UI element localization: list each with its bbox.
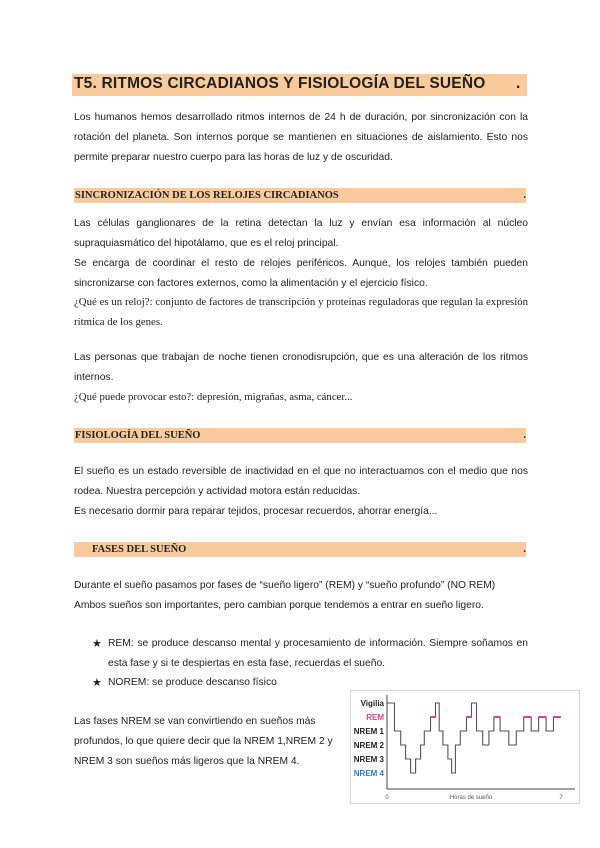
fases-paragraph-2: Ambos sueños son importantes, pero cambian porque tendemos a entrar en sueño ligero.	[74, 600, 484, 611]
sync-paragraph-5: ¿Qué puede provocar esto?: depresión, migrañas, asma, cáncer...	[74, 391, 353, 403]
y-tick-label: Vigilia	[360, 699, 384, 708]
y-tick-label: NREM 2	[353, 741, 384, 750]
section-heading-label: FISIOLOGÍA DEL SUEÑO	[75, 430, 201, 441]
y-tick-label: REM	[366, 713, 384, 722]
bullet-rem	[92, 634, 528, 674]
y-tick-label: NREM 1	[353, 727, 384, 736]
x-tick-label: 7	[559, 795, 563, 801]
sync-paragraph-3: ¿Qué es un reloj?: conjunto de factores de transcripción y proteínas reguladoras que regulan la expresión rítmica de los genes.	[74, 296, 528, 328]
sync-paragraph-2: Se encarga de coordinar el resto de relojes periféricos. Aunque, los relojes también pueden sincronizarse con factores externos, como la alimentación y el ejercicio físico.	[74, 258, 528, 289]
section-heading-dot: .	[523, 430, 526, 441]
x-tick-label: 0	[385, 795, 389, 801]
hypnogram-figure	[350, 690, 580, 804]
y-tick-label: NREM 3	[353, 755, 384, 764]
fisiologia-paragraph-2: Es necesario dormir para reparar tejidos, procesar recuerdos, ahorrar energía...	[74, 506, 438, 517]
star-bullet-icon: ★	[92, 638, 102, 650]
section-heading-fisiologia	[74, 428, 526, 443]
section-heading-label: SINCRONIZACIÓN DE LOS RELOJES CIRCADIANOS	[75, 190, 339, 201]
fases-paragraph-3: Las fases NREM se van convirtiendo en sueños más profundos, lo que quiere decir que la NREM 1,NREM 2 y NREM 3 son sueños más ligeros que la NREM 4.	[74, 716, 333, 767]
star-bullet-icon: ★	[92, 677, 102, 689]
fisiologia-paragraph-1: El sueño es un estado reversible de inactividad en el que no interactuamos con el medio que nos rodea. Nuestra percepción y actividad motora están reducidas.	[74, 466, 528, 497]
section-heading-fases	[74, 542, 526, 557]
bullet-text: REM: se produce descanso mental y procesamiento de información. Siempre soñamos en esta fase y si te despiertas en esta fase, recuerdas el sueño.	[108, 638, 528, 669]
sync-paragraph-1: Las células ganglionares de la retina detectan la luz y envían esa información al núcleo supraquiasmático del hipotálamo, que es el reloj principal.	[74, 218, 528, 249]
section-heading-dot: .	[523, 544, 526, 555]
hypnogram-line	[387, 703, 561, 773]
page-title: T5. RITMOS CIRCADIANOS Y FISIOLOGÍA DEL SUEÑO	[74, 75, 486, 92]
hypnogram-chart	[351, 691, 579, 803]
section-heading-dot: .	[523, 190, 526, 201]
section-heading-label: FASES DEL SUEÑO	[92, 544, 187, 555]
y-tick-label: NREM 4	[353, 769, 384, 778]
section-heading-sincronizacion	[74, 188, 526, 203]
intro-paragraph: Los humanos hemos desarrollado ritmos internos de 24 h de duración, por sincronización con la rotación del planeta. Son internos porque se mantienen en situaciones de aislamiento. Esto nos permite preparar nuestro cuerpo para las horas de luz y de oscuridad.	[74, 112, 528, 163]
title-dot: .	[516, 75, 521, 92]
sync-paragraph-4: Las personas que trabajan de noche tienen cronodisrupción, que es una alteración de los ritmos internos.	[74, 352, 528, 383]
bullet-text: NOREM: se produce descanso físico	[108, 677, 277, 688]
fases-paragraph-1: Durante el sueño pasamos por fases de “sueño ligero” (REM) y “sueño profundo” (NO REM)	[74, 580, 496, 591]
x-axis-label: Horas de sueño	[449, 795, 493, 801]
